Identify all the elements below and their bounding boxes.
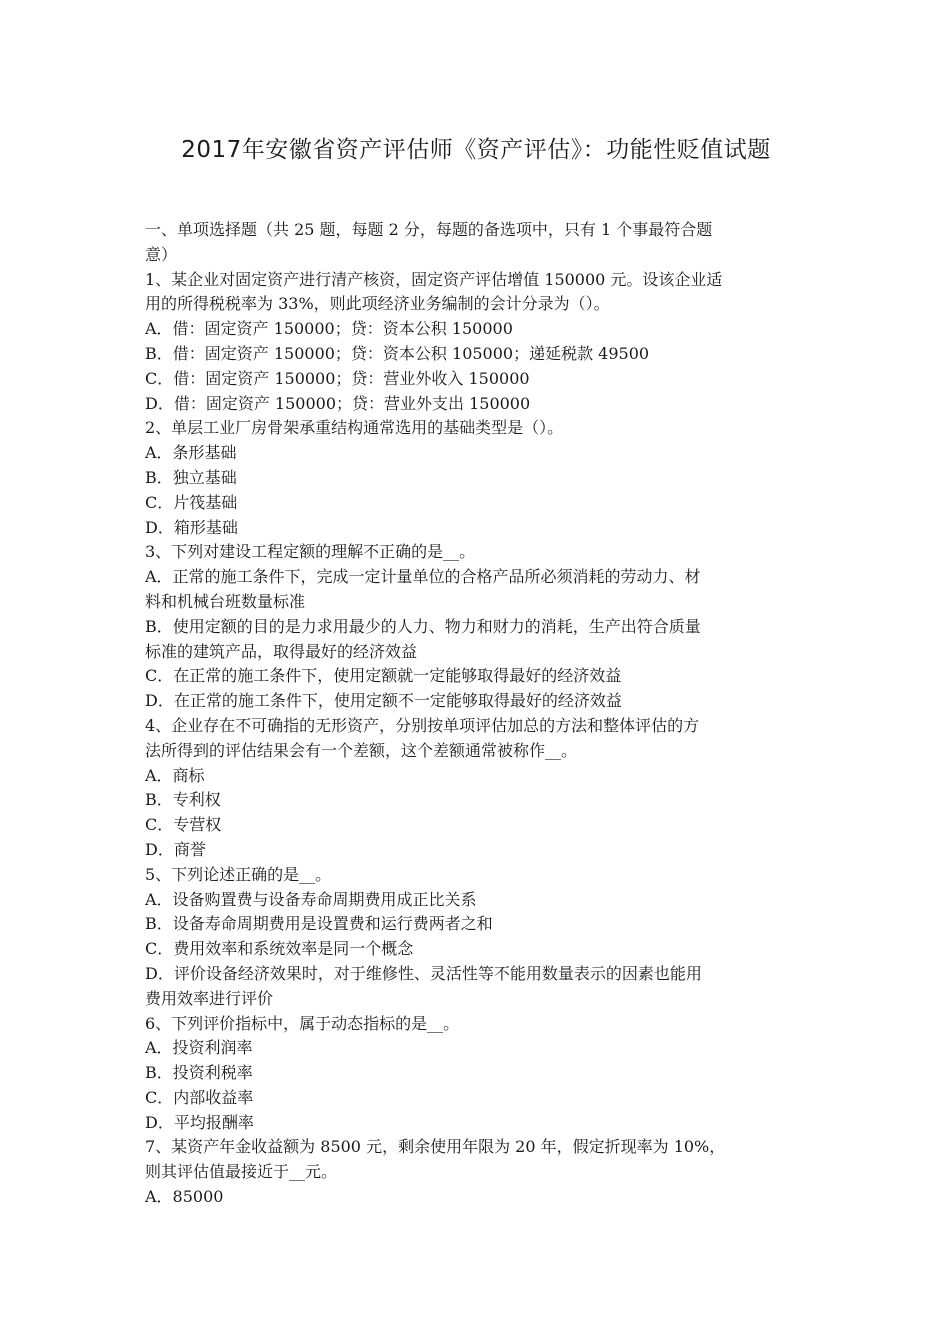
text-line: 7、某资产年金收益额为 8500 元，剩余使用年限为 20 年，假定折现率为 10%， [145,1137,726,1157]
text-line: 6、下列评价指标中，属于动态指标的是__。 [145,1013,460,1033]
text-line: 法所得到的评估结果会有一个差额，这个差额通常被称作__。 [145,740,578,760]
text-line: 3、下列对建设工程定额的理解不正确的是__。 [145,542,476,562]
text-line: 费用效率进行评价 [145,988,274,1008]
text-line: A．条形基础 [145,443,237,463]
text-line: B．借：固定资产 150000；贷：资本公积 105000；递延税款 49500 [145,343,650,363]
page-title: 2017年安徽省资产评估师《资产评估》：功能性贬值试题 [181,137,771,163]
text-line: B．设备寿命周期费用是设置费和运行费两者之和 [145,914,493,934]
text-line: D．平均报酬率 [145,1112,254,1132]
text-line: 5、下列论述正确的是__。 [145,864,332,884]
text-line: D．箱形基础 [145,517,238,537]
text-line: A．投资利润率 [145,1038,253,1058]
text-line: C．专营权 [145,815,222,835]
text-line: C．片筏基础 [145,492,238,512]
section-heading [145,218,807,268]
text-line: A．正常的施工条件下，完成一定计量单位的合格产品所必须消耗的劳动力、材 [145,567,701,587]
text-line: B．独立基础 [145,467,237,487]
text-line: A．商标 [145,765,205,785]
text-line: B．专利权 [145,790,221,810]
text-line: A．85000 [145,1187,224,1207]
text-line: 用的所得税税率为 33%，则此项经济业务编制的会计分录为（）。 [145,294,610,314]
text-line: 1、某企业对固定资产进行清产核资，固定资产评估增值 150000 元。设该企业适 [145,269,723,289]
section-heading-line-2: 意） [145,244,178,264]
text-line: A．借：固定资产 150000；贷：资本公积 150000 [145,319,513,339]
text-line: C．内部收益率 [145,1087,254,1107]
text-line: B．使用定额的目的是力求用最少的人力、物力和财力的消耗，生产出符合质量 [145,616,701,636]
text-line: D．在正常的施工条件下，使用定额不一定能够取得最好的经济效益 [145,691,622,711]
text-line: D．借：固定资产 150000；贷：营业外支出 150000 [145,393,531,413]
text-line: 标准的建筑产品，取得最好的经济效益 [145,641,418,661]
text-line: A．设备购置费与设备寿命周期费用成正比关系 [145,889,477,909]
text-line: 2、单层工业厂房骨架承重结构通常选用的基础类型是（）。 [145,418,564,438]
text-line: 4、企业存在不可确指的无形资产，分别按单项评估加总的方法和整体评估的方 [145,715,700,735]
text-line: D．评价设备经济效果时，对于维修性、灵活性等不能用数量表示的因素也能用 [145,963,702,983]
text-line: C．费用效率和系统效率是同一个概念 [145,939,414,959]
text-line: D．商誉 [145,839,206,859]
text-line: 则其评估值最接近于__元。 [145,1162,338,1182]
question-list [145,268,807,1210]
document-page [145,130,807,1210]
text-line: C．在正常的施工条件下，使用定额就一定能够取得最好的经济效益 [145,666,622,686]
section-heading-line-1: 一、单项选择题（共 25 题，每题 2 分，每题的备选项中，只有 1 个事最符合题 [145,220,713,239]
text-line: B．投资利税率 [145,1063,253,1083]
text-line: 料和机械台班数量标准 [145,591,306,611]
text-line: C．借：固定资产 150000；贷：营业外收入 150000 [145,368,530,388]
